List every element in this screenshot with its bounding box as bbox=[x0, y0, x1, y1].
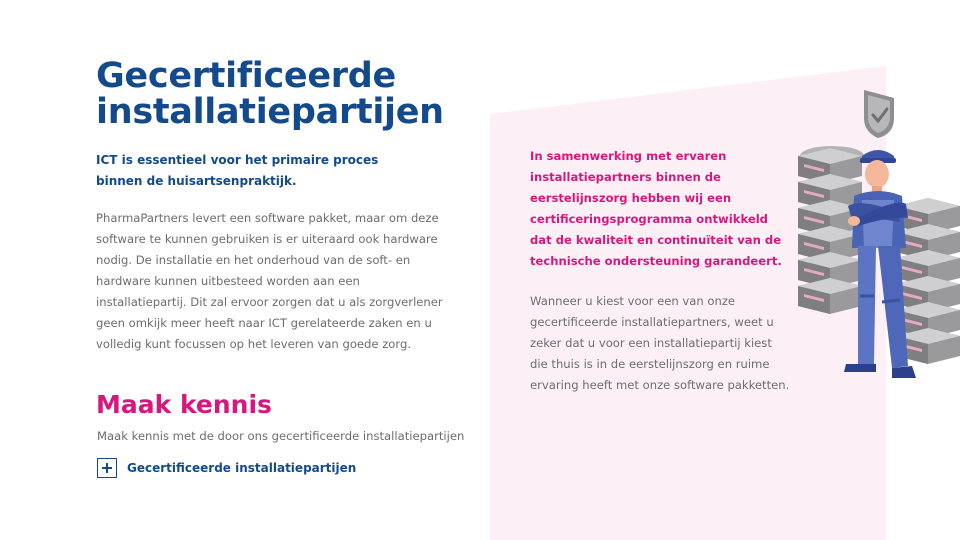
maak-kennis-heading: Maak kennis bbox=[96, 390, 272, 419]
maak-kennis-description: Maak kennis met de door ons gecertificeerde installatiepartijen bbox=[97, 429, 465, 443]
plus-icon[interactable] bbox=[97, 458, 117, 478]
certification-body: Wanneer u kiest voor een van onze gecertificeerde installatiepartners, weet u zeker dat u voor een installatiepartij kiest die thuis is in de eerstelijnszorg en ruime ervaring heeft met onze software pakketten. bbox=[530, 294, 790, 392]
intro-lead: ICT is essentieel voor het primaire proces binnen de huisartsenpraktijk. bbox=[96, 153, 379, 188]
intro-body: PharmaPartners levert een software pakket, maar om deze software te kunnen gebruiken is er uiteraard ook hardware nodig. De installatie en het onderhoud van de soft- en hardware kunnen uitbesteed worden aan een installatiepartij. Dit zal ervoor zorgen dat u als zorgverlener geen omkijk meer heeft naar ICT gerelateerde zaken en u volledig kunt focussen op het leveren van goede zorg. bbox=[96, 211, 443, 351]
certification-lead: In samenwerking met ervaren installatiepartners binnen de eerstelijnszorg hebben wij een certificeringsprogramma ontwikkeld dat de kwaliteit en continuïteit van de technische ondersteuning garandeert. bbox=[530, 149, 782, 268]
shield-check-icon bbox=[864, 90, 894, 138]
technician-servers-illustration bbox=[796, 88, 960, 388]
installatiepartijen-link-label[interactable]: Gecertificeerde installatiepartijen bbox=[127, 461, 357, 475]
page-title: Gecertificeerde installatiepartijen bbox=[96, 56, 444, 132]
installatiepartijen-link[interactable] bbox=[97, 457, 356, 479]
